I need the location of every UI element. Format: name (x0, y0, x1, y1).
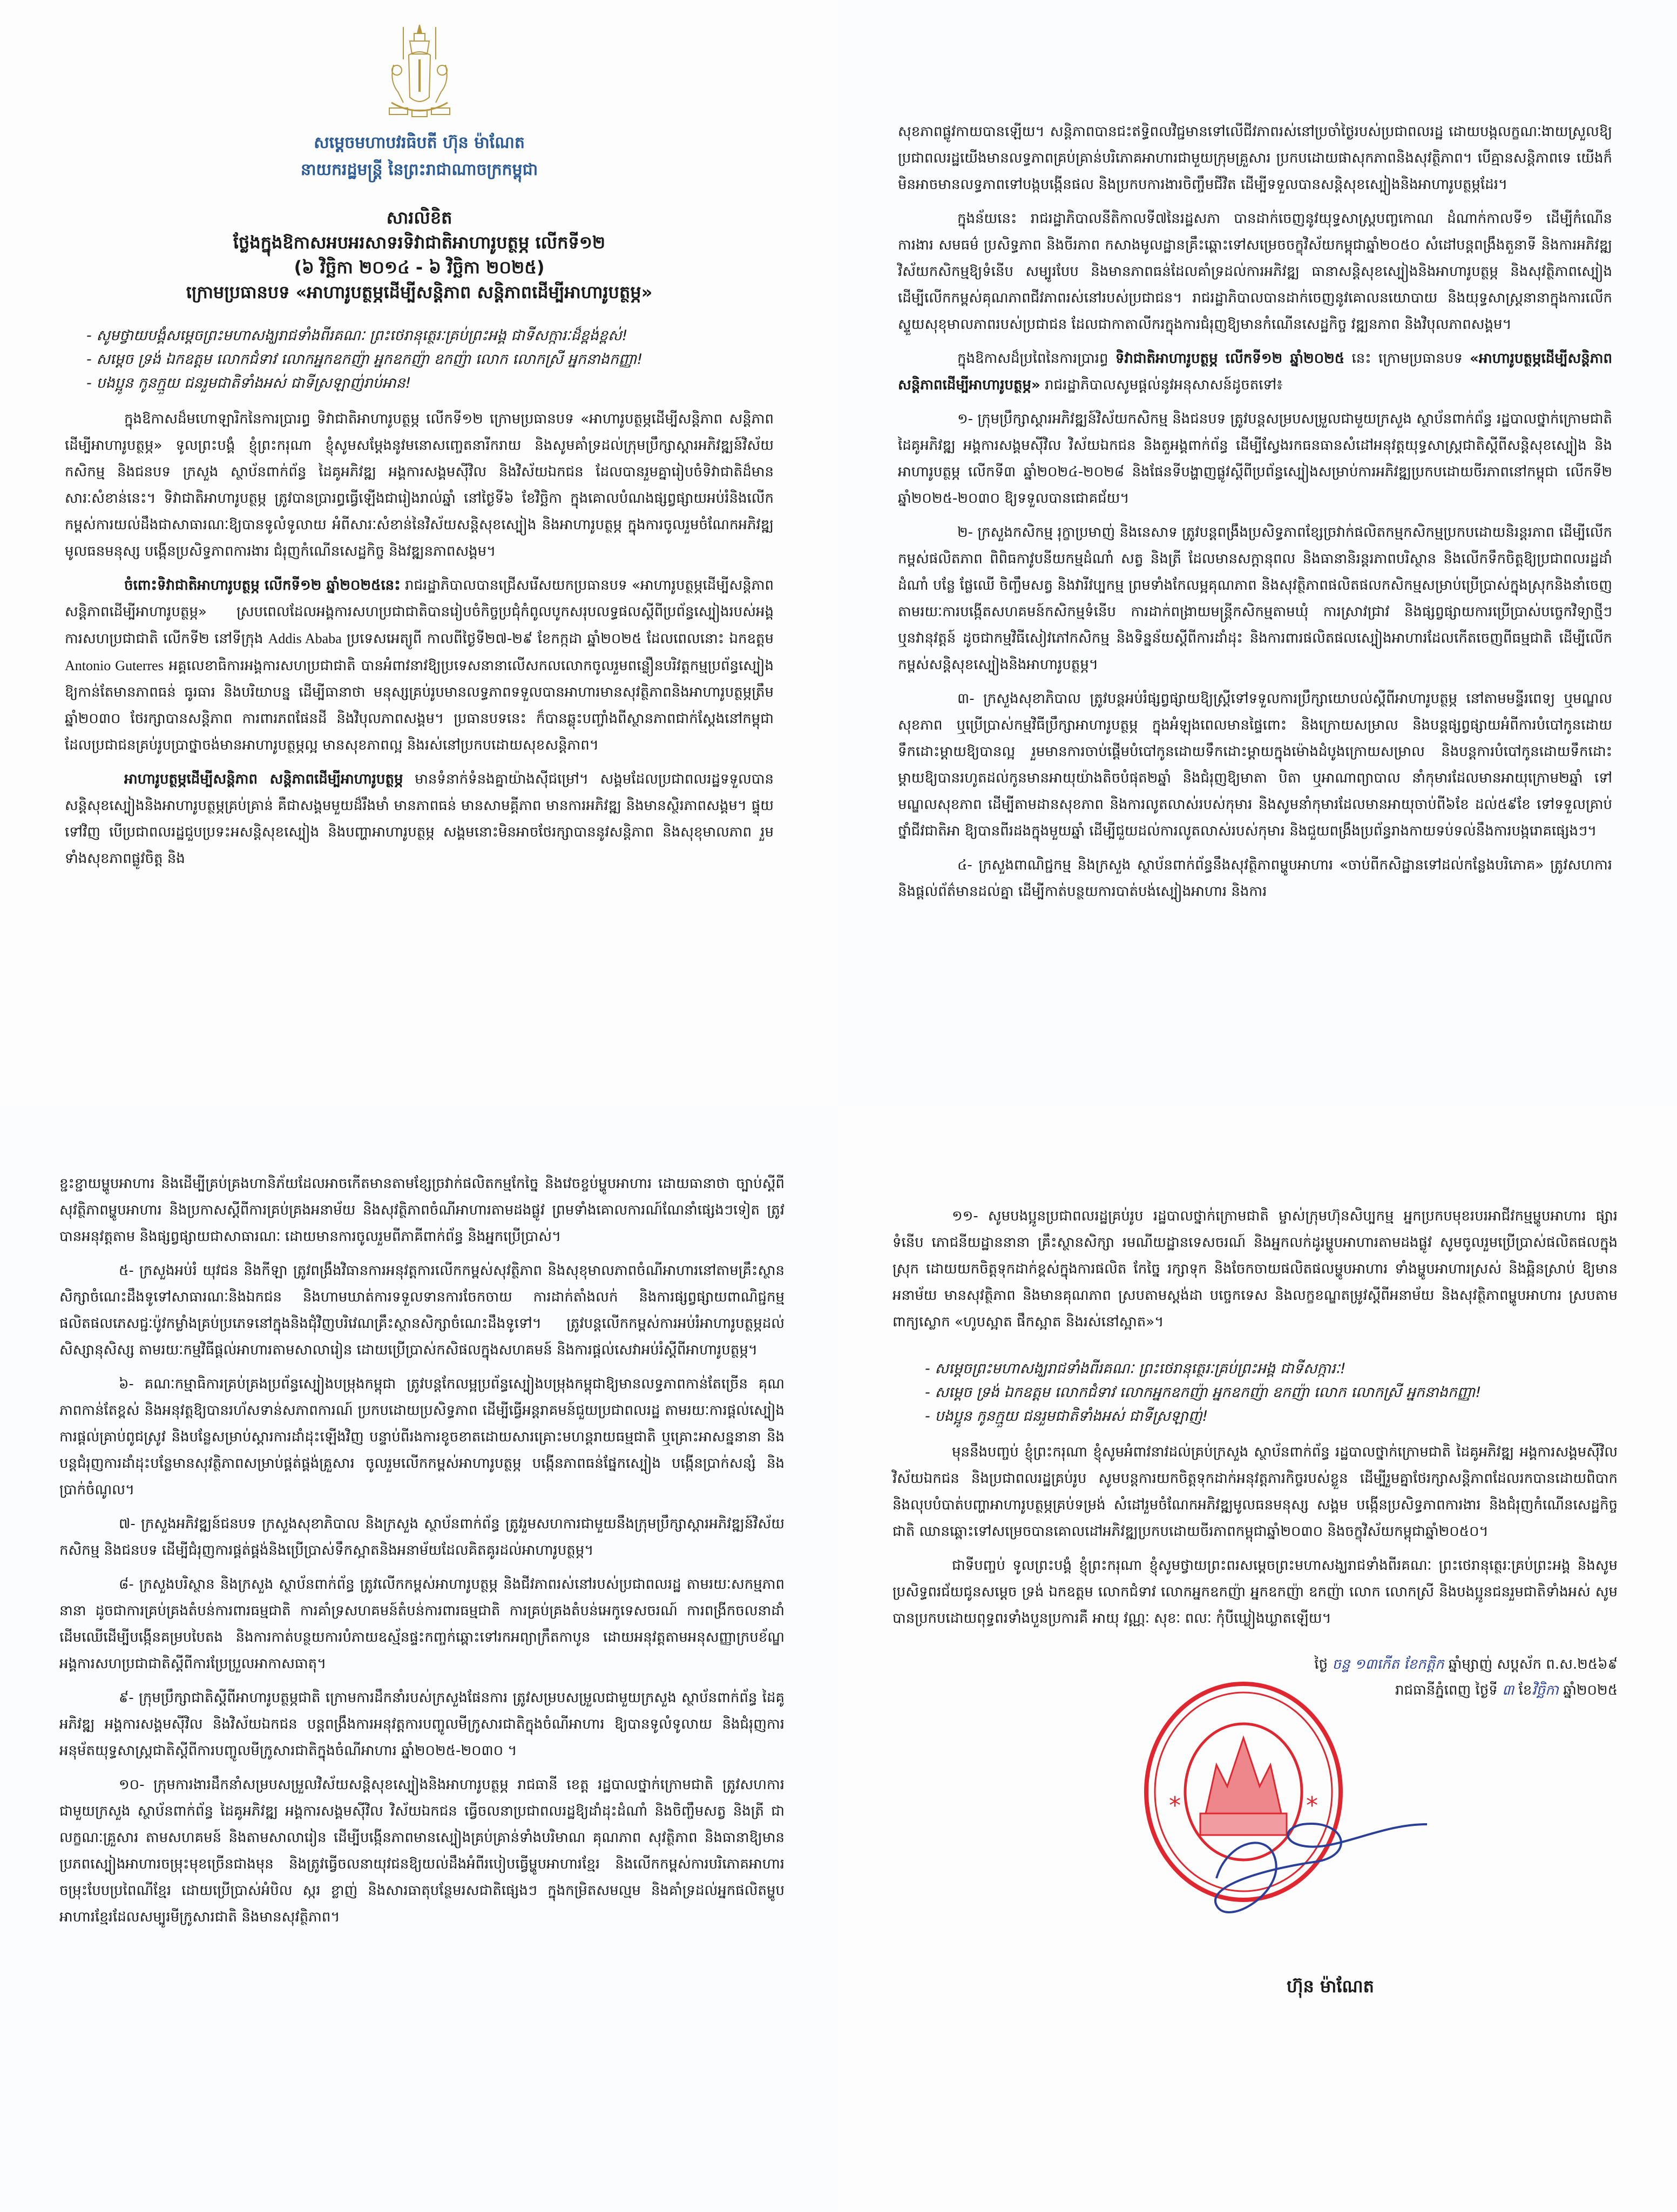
text-span: រាជរដ្ឋាភិបាលសូមផ្តល់នូវអនុសាសន៍ដូចតទៅ៖ (1040, 377, 1283, 393)
handwritten-day: ៣ (1502, 1682, 1514, 1698)
paragraph: មុននឹងបញ្ចប់ ខ្ញុំព្រះករុណា ខ្ញុំសូមអំពាវនាវដល់គ្រប់ក្រសួង ស្ថាប័នពាក់ព័ន្ធ រដ្ឋបាលថ្នាក់ក្រោមជាតិ ដៃគូអភិវឌ្ឍ អង្គការសង្គមស៊ីវិល វិស័យឯកជន និងប្រជាពលរដ្ឋគ្រប់រូប សូមបន្តការយកចិត្តទុកដាក់អនុវត្តភារកិច្ចរបស់ខ្លួន ដើម្បីរួមគ្នាថែរក្សាសន្តិភាពដែលរកបានដោយពិបាក និងលុបបំបាត់បញ្ហាអាហារូបត្ថម្ភគ្រប់ទម្រង់ សំដៅរួមចំណែកអភិវឌ្ឍមូលធនមនុស្ស សង្គម បង្កើនប្រសិទ្ធភាពការងារ និងជំរុញកំណើនសេដ្ឋកិច្ចជាតិ ឈានឆ្ពោះទៅសម្រេចបានគោលដៅអភិវឌ្ឍប្រកបដោយចីរភាពកម្ពុជាឆ្នាំ២០៣០ និងចក្ខុវិស័យកម្ពុជាឆ្នាំ២០៥០។ (892, 1444, 1618, 1540)
recommendation-8: ៨- ក្រសួងបរិស្ថាន និងក្រសួង ស្ថាប័នពាក់ព័ន្ធ ត្រូវលើកកម្ពស់អាហារូបត្ថម្ភ និងជីវភាពរស់នៅរបស់ប្រជាពលរដ្ឋ តាមរយៈសកម្មភាពនានា ដូចជាការគ្រប់គ្រងតំបន់ការពារធម្មជាតិ ការគាំទ្រសហគមន៍តំបន់ការពារធម្មជាតិ ការគ្រប់គ្រងតំបន់អេកូទេសចរណ៍ ការពង្រីកចលនាដាំដើមឈើដើម្បីបង្កើនគម្របបៃតង និងការកាត់បន្ថយការបំភាយឧស្ម័នផ្ទះកញ្ចក់ឆ្ពោះទៅរកអព្យាក្រឹតកាបូន ដោយអនុវត្តតាមអនុសញ្ញាក្របខ័ណ្ឌអង្គការសហប្រជាជាតិស្តីពីការប្រែប្រួលអាកាសធាតុ។ (59, 1576, 785, 1672)
person-name: Antonio Guterres (65, 658, 164, 673)
recommendation-10: ១០- ក្រុមការងារដឹកនាំសម្របសម្រួលវិស័យសន្តិសុខស្បៀងនិងអាហារូបត្ថម្ភ រាជធានី ខេត្ត រដ្ឋបាលថ្នាក់ក្រោមជាតិ ត្រូវសហការជាមួយក្រសួង ស្ថាប័នពាក់ព័ន្ធ ដៃគូអភិវឌ្ឍ អង្គការសង្គមស៊ីវិល វិស័យឯកជន ធ្វើចលនាប្រជាពលរដ្ឋឱ្យដាំដុះដំណាំ និងចិញ្ចឹមសត្វ និងត្រី ជាលក្ខណៈគ្រួសារ តាមសហគមន៍ និងតាមសាលារៀន ដើម្បីបង្កើនភាពមានស្បៀងគ្រប់គ្រាន់ទាំងបរិមាណ គុណភាព សុវត្ថិភាព និងធានាឱ្យមានប្រភពស្បៀងអាហារចម្រុះមុខច្រើនជាងមុន និងត្រូវធ្វើចលនាយុវជនឱ្យយល់ដឹងអំពីរបៀបធ្វើម្ហូបអាហារខ្មែរ និងលើកកម្ពស់ការបរិភោគអាហារចម្រុះបែបប្រពៃណីខ្មែរ ដោយប្រើប្រាស់អំបិល ស្ករ ខ្លាញ់ និងសារធាតុបន្ថែមរសជាតិផ្សេងៗ ក្នុងកម្រិតសមល្មម និងគាំទ្រដល់អ្នកផលិតម្ហូបអាហារខ្មែរដែលសម្បូរមីក្រូសារជាតិ និងមានសុវត្ថិភាព។ (59, 1777, 785, 1925)
paragraph: ក្នុងឱកាសដ៏មហោឡារិកនៃការប្រារព្ធ ទិវាជាតិអាហារូបត្ថម្ភ លើកទី១២ ក្រោមប្រធានបទ «អាហារូបត្ថម្ភដើម្បីសន្តិភាព សន្តិភាពដើម្បីអាហារូបត្ថម្ភ» ទូលព្រះបង្គំ ខ្ញុំព្រះករុណា ខ្ញុំសូមសម្តែងនូវមនោសញ្ចេតនារីករាយ និងសូមគាំទ្រដល់ក្រុមប្រឹក្សាស្តារអភិវឌ្ឍន៍វិស័យកសិកម្ម និងជនបទ ក្រសួង ស្ថាប័នពាក់ព័ន្ធ ដៃគូអភិវឌ្ឍ អង្គការសង្គមស៊ីវិល និងវិស័យឯកជន ដែលបានរួមគ្នារៀបចំទិវាជាតិដ៏មានសារៈសំខាន់នេះ។ ទិវាជាតិអាហារូបត្ថម្ភ ត្រូវបានប្រារព្ធធ្វើឡើងជារៀងរាល់ឆ្នាំ នៅថ្ងៃទី៦ ខែវិច្ឆិកា ក្នុងគោលបំណងផ្សព្វផ្សាយអប់រំនិងលើកកម្ពស់ការយល់ដឹងជាសាធារណៈឱ្យបានទូលំទូលាយ អំពីសារៈសំខាន់នៃវិស័យសន្តិសុខស្បៀង និងអាហារូបត្ថម្ភ ក្នុងការចូលរួមចំណែកអភិវឌ្ឍមូលធនមនុស្ស បង្កើនប្រសិទ្ធភាពការងារ ជំរុញកំណើនសេដ្ឋកិច្ច និងវឌ្ឍនភាពសង្គម។ (65, 411, 774, 559)
recommendation-9: ៩- ក្រុមប្រឹក្សាជាតិស្តីពីអាហារូបត្ថម្ភជាតិ ក្រោមការដឹកនាំរបស់ក្រសួងផែនការ ត្រូវសម្របសម្រួលជាមួយក្រសួង ស្ថាប័នពាក់ព័ន្ធ ដៃគូអភិវឌ្ឍ អង្គការសង្គមស៊ីវិល និងវិស័យឯកជន បន្តពង្រឹងការអនុវត្តការបញ្ចូលមីក្រូសារជាតិក្នុងចំណីអាហារ ឱ្យបានទូលំទូលាយ និងជំរុញការអនុម័តយុទ្ធសាស្ត្រជាតិស្តីពីការបញ្ចូលមីក្រូសារជាតិក្នុងចំណីអាហារ ឆ្នាំ២០២៥-២០៣០ ។ (59, 1690, 785, 1759)
recommendation-1: ១- ក្រុមប្រឹក្សាស្តារអភិវឌ្ឍន៍វិស័យកសិកម្ម និងជនបទ ត្រូវបន្តសម្របសម្រួលជាមួយក្រសួង ស្ថាប័នពាក់ព័ន្ធ រដ្ឋបាលថ្នាក់ក្រោមជាតិ ដៃគូអភិវឌ្ឍ អង្គការសង្គមស៊ីវិល វិស័យឯកជន និងតួអង្គពាក់ព័ន្ធ ដើម្បីស្វែងរកធនធានសំដៅអនុវត្តយុទ្ធសាស្ត្រជាតិស្តីពីសន្តិសុខស្បៀង និងអាហារូបត្ថម្ភ លើកទី៣ ឆ្នាំ២០២៤-២០២៨ និងផែនទីបង្ហាញផ្លូវស្តីពីប្រព័ន្ធស្បៀងសម្រាប់ការអភិវឌ្ឍប្រកបដោយចីរភាពនៅកម្ពុជា លើកទី២ ឆ្នាំ២០២៥-២០៣០ ឱ្យទទួលបានជោគជ័យ។ (898, 411, 1612, 507)
handwritten-month: ខែកត្តិក (1404, 1656, 1444, 1673)
recommendation-4-continued: ខ្ជះខ្ជាយម្ហូបអាហារ និងដើម្បីគ្រប់គ្រងហានិភ័យដែលអាចកើតមានតាមខ្សែច្រវាក់ផលិតកម្មកែច្នៃ និងវេចខ្ចប់ម្ហូបអាហារ ដោយធានាថា ច្បាប់ស្តីពីសុវត្ថិភាពម្ហូបអាហារ និងប្រកាសស្តីពីការគ្រប់គ្រងអនាម័យ និងសុវត្ថិភាពចំណីអាហារតាមដងផ្លូវ ព្រមទាំងគោលការណ៍ណែនាំផ្សេងៗទៀត ត្រូវបានអនុវត្តតាម និងផ្សព្វផ្សាយជាសាធារណៈ ដោយមានការចូលរួមពីភាគីពាក់ព័ន្ធ និងអ្នកប្រើប្រាស់។ (59, 1176, 785, 1245)
page-3 (0, 1106, 838, 2212)
issuer-name: សម្តេចមហាបវរធិបតី ហ៊ុន ម៉ាណែត (314, 133, 525, 152)
salutation: - បងប្អូន កូនក្មួយ ជនរួមជាតិទាំងអស់ ជាទីស្រឡាញ់រាប់អាន! (86, 375, 411, 392)
recommendation-6: ៦- គណៈកម្មាធិការគ្រប់គ្រងប្រព័ន្ធស្បៀងបម្រុងកម្ពុជា ត្រូវបន្តកែលម្អប្រព័ន្ធស្បៀងបម្រុងកម្ពុជាឱ្យមានលទ្ធភាពកាន់តែច្រើន គុណភាពកាន់តែខ្ពស់ និងអនុវត្តឱ្យបានរហ័សទាន់សភាពការណ៍ ប្រកបដោយប្រសិទ្ធភាព ដើម្បីធ្វើអន្តរាគមន៍ជួយប្រជាពលរដ្ឋ តាមរយៈការផ្តល់ស្បៀង ការផ្តល់គ្រាប់ពូជស្រូវ និងបន្លែសម្រាប់ស្តារការដាំដុះឡើងវិញ បន្ទាប់ពីរងការខូចខាតដោយសារគ្រោះមហន្តរាយធម្មជាតិ ឬគ្រោះអាសន្ននានា និងបន្តជំរុញការដាំដុះបន្លែមានសុវត្ថិភាពសម្រាប់ផ្គត់ផ្គង់គ្រួសារ ចូលរួមលើកកម្ពស់អាហារូបត្ថម្ភ បង្កើនភាពធន់ផ្នែកស្បៀង បង្កើនប្រាក់សន្សំ និងប្រាក់ចំណូល។ (59, 1376, 785, 1498)
salutation: - សម្តេច ទ្រង់ ឯកឧត្តម លោកជំទាវ លោកអ្នកឧកញ៉ា អ្នកឧកញ៉ា ឧកញ៉ា លោក លោកស្រី អ្នកនាងកញ្ញា! (86, 351, 643, 368)
text-span: ឆ្នាំម្សាញ់ សប្តស័ក ព.ស.២៥៦៩ (1448, 1656, 1618, 1673)
text-span: នេះ ក្រោមប្រធានបទ (1344, 350, 1470, 367)
page-2 (838, 0, 1677, 1106)
text-span: រាជរដ្ឋាភិបាលបានជ្រើសរើសយកប្រធានបទ «អាហារូបត្ថម្ភដើម្បីសន្តិភាព សន្តិភាពដើម្បីអាហារូបត្ថម្ភ» ស្របពេលដែលអង្គការសហប្រជាជាតិបានរៀបចំកិច្ចប្រជុំកំពូលបូកសរុបលទ្ធផលស្តីពីប្រព័ន្ធស្បៀងរបស់អង្គការសហប្រជាជាតិ លើកទី២ នៅទីក្រុង (65, 577, 774, 647)
text-span: ក្នុងឱកាសដ៏ប្រពៃនៃការប្រារព្ធ (957, 350, 1115, 367)
text-span: ខែ (1518, 1682, 1532, 1698)
title-dates: (៦ វិច្ឆិកា ២០១៤ - ៦ វិច្ឆិកា ២០២៥) (294, 257, 545, 278)
paragraph: ជាទីបញ្ចប់ ទូលព្រះបង្គំ ខ្ញុំព្រះករុណា ខ្ញុំសូមថ្វាយព្រះពរសម្តេចព្រះមហាសង្ឃរាជទាំងពីរគណៈ ព្រះថេរានុត្ថេរៈគ្រប់ព្រះអង្គ និងសូមប្រសិទ្ធពរជ័យជូនសម្តេច ទ្រង់ ឯកឧត្តម លោកជំទាវ លោកអ្នកឧកញ៉ា អ្នកឧកញ៉ា ឧកញ៉ា លោក លោកស្រី និងបងប្អូនជនរួមជាតិទាំងអស់ សូមបានប្រកបដោយពុទ្ធពរទាំងបួនប្រការគឺ អាយុ វណ្ណៈ សុខៈ ពលៈ កុំបីឃ្លៀងឃ្លាតឡើយ។ (892, 1557, 1618, 1627)
issuer-title: នាយករដ្ឋមន្ត្រី នៃព្រះរាជាណាចក្រកម្ពុជា (300, 160, 538, 179)
salutation: - បងប្អូន កូនក្មួយ ជនរួមជាតិទាំងអស់ ជាទីស្រឡាញ់! (925, 1408, 1208, 1425)
svg-text:*: * (1306, 1792, 1318, 1819)
bold-phrase: ចំពោះទិវាជាតិអាហារូបត្ថម្ភ លើកទី១២ ឆ្នាំ២០២៥នេះ (124, 577, 401, 594)
title-line: ថ្លែងក្នុងឱកាសអបអរសាទរទិវាជាតិអាហារូបត្ថម្ភ លើកទី១២ (233, 232, 606, 253)
paragraph: ក្នុងន័យនេះ រាជរដ្ឋាភិបាលនីតិកាលទី៧នៃរដ្ឋសភា បានដាក់ចេញនូវយុទ្ធសាស្ត្របញ្ចកោណ ដំណាក់កាលទី១ ដើម្បីកំណើន ការងារ សមធម៌ ប្រសិទ្ធភាព និងចីរភាព កសាងមូលដ្ឋានគ្រឹះឆ្ពោះទៅសម្រេចចក្ខុវិស័យកម្ពុជាឆ្នាំ២០៥០ សំដៅបន្តពង្រឹងតួនាទី និងការអភិវឌ្ឍវិស័យកសិកម្មឱ្យទំនើប សម្បូរបែប និងមានភាពធន់ដែលគាំទ្រដល់ការអភិវឌ្ឍ ធានាសន្តិសុខស្បៀងនិងអាហារូបត្ថម្ភ និងសុវត្ថិភាពស្បៀង ដើម្បីលើកកម្ពស់គុណភាពជីវភាពរស់នៅរបស់ប្រជាជន។ រាជរដ្ឋាភិបាលបានដាក់ចេញនូវគោលនយោបាយ និងយុទ្ធសាស្ត្រនានាក្នុងការលើកស្ទួយសុខុមាលភាពរបស់ប្រជាជន ដែលជាកាតាលីករក្នុងការជំរុញឱ្យមានកំណើនសេដ្ឋកិច្ច វឌ្ឍនភាព និងវិបុលភាពសង្គម។ (898, 211, 1612, 333)
paragraph (65, 572, 774, 759)
document-title (65, 205, 774, 305)
paragraph (65, 766, 774, 872)
bold-phrase: អាហារូបត្ថម្ភដើម្បីសន្តិភាព សន្តិភាពដើម្បីអាហារូបត្ថម្ភ (124, 771, 403, 787)
closing-salutations (925, 1357, 1618, 1428)
paragraph (898, 346, 1612, 399)
svg-text:*: * (1169, 1792, 1181, 1819)
text-span: មានទំនាក់ទំនងគ្នាយ៉ាងស៊ីជម្រៅ។ សង្គមដែលប្រជាពលរដ្ឋទទួលបានសន្តិសុខស្បៀងនិងអាហារូបត្ថម្ភគ្រប់គ្រាន់ គឺជាសង្គមមួយដ៏រឹងមាំ មានភាពធន់ មានសាមគ្គីភាព មានការអភិវឌ្ឍ និងមានស្ថិរភាពសង្គម។ ផ្ទុយទៅវិញ បើប្រជាពលរដ្ឋជួបប្រទះអសន្តិសុខស្បៀង និងបញ្ហាអាហារូបត្ថម្ភ សង្គមនោះមិនអាចថែរក្សាបាននូវសន្តិភាព និងសុខុមាលភាព រួមទាំងសុខភាពផ្លូវចិត្ត និង (65, 771, 774, 867)
city-name: Addis Ababa (268, 631, 342, 646)
recommendation-4: ៤- ក្រសួងពាណិជ្ជកម្ម និងក្រសួង ស្ថាប័នពាក់ព័ន្ធនឹងសុវត្ថិភាពម្ហូបអាហារ «ចាប់ពីកសិដ្ឋានទៅដល់កន្លែងបរិភោគ» ត្រូវសហការ និងផ្តល់ព័ត៌មានដល់គ្នា ដើម្បីកាត់បន្ថយការបាត់បង់ស្បៀងអាហារ និងការ (898, 857, 1612, 900)
title-theme: ក្រោមប្រធានបទ «អាហារូបត្ថម្ភដើម្បីសន្តិភាព សន្តិភាពដើម្បីអាហារូបត្ថម្ភ» (186, 282, 653, 302)
signature-icon (1195, 1786, 1432, 1948)
recommendation-2: ២- ក្រសួងកសិកម្ម រុក្ខាប្រមាញ់ និងនេសាទ ត្រូវបន្តពង្រឹងប្រសិទ្ធភាពខ្សែច្រវាក់ផលិតកម្មកសិកម្មប្រកបដោយនិរន្តរភាព ដើម្បីលើកកម្ពស់ផលិតភាព ពិពិធកាវូបនីយកម្មដំណាំ សត្វ និងត្រី ដែលមានសក្តានុពល និងធានានិរន្តរភាពបរិស្ថាន និងលើកទឹកចិត្តឱ្យប្រជាពលរដ្ឋដាំដំណាំ បន្លែ ផ្លែឈើ ចិញ្ចឹមសត្វ និងវារីវប្បកម្ម ព្រមទាំងកែលម្អគុណភាព និងសុវត្ថិភាពផលិតផលកសិកម្មសម្រាប់ប្រើប្រាស់ក្នុងស្រុកនិងនាំចេញ តាមរយៈការបង្កើតសហគមន៍កសិកម្មទំនើប ការដាក់ពង្រាយមន្ត្រីកសិកម្មតាមឃុំ ការស្រាវជ្រាវ និងផ្សព្វផ្សាយការប្រើប្រាស់បច្ចេកវិទ្យាថ្មីៗ ឬនវានុវត្តន៍ ដូចជាកម្មវិធីសៀវភៅកសិកម្ម និងទិន្នន័យស្តីពីការដាំដុះ និងការពារផលិតផលស្បៀងអាហារដែលកើតចេញពីធម្មជាតិ ដើម្បីលើកកម្ពស់សន្តិសុខស្បៀងនិងអាហារូបត្ថម្ភ។ (898, 524, 1612, 673)
paragraph: សុខភាពផ្លូវកាយបានឡើយ។ សន្តិភាពបានជះឥទ្ធិពលវិជ្ជមានទៅលើជីវភាពរស់នៅប្រចាំថ្ងៃរបស់ប្រជាពលរដ្ឋ ដោយបង្កលក្ខណៈងាយស្រួលឱ្យប្រជាពលរដ្ឋយើងមានលទ្ធភាពគ្រប់គ្រាន់បរិភោគអាហារជាមួយក្រុមគ្រួសារ ប្រកបដោយផាសុកភាពនិងសុវត្ថិភាព។ បើគ្មានសន្តិភាពទេ យើងក៏មិនអាចមានលទ្ធភាពទៅបង្កបង្កើនផល និងប្រកបការងារចិញ្ចឹមជីវិត ដើម្បីទទួលបានសន្តិសុខស្បៀងនិងអាហារូបត្ថម្ភដែរ។ (898, 124, 1612, 193)
text-span: អគ្គលេខាធិការអង្គការសហប្រជាជាតិ បានអំពាវនាវឱ្យប្រទេសនានាលើសកលលោកចូលរួមពន្លឿនបរិវត្តកម្មប្រព័ន្ធស្បៀង ឱ្យកាន់តែមានភាពធន់ ធូរធារ និងបរិយាបន្ន ដើម្បីធានាថា មនុស្សគ្រប់រូបមានលទ្ធភាពទទួលបានអាហារមានសុវត្ថិភាពនិងអាហារូបត្ថម្ភត្រឹមឆ្នាំ២០៣០ ថែរក្សាបានសន្តិភាព ការពារភពផែនដី និងវិបុលភាពសង្គម។ ប្រធានបទនេះ ក៏បានឆ្លុះបញ្ចាំងពីស្ថានភាពជាក់ស្តែងនៅកម្ពុជា ដែលប្រជាជនគ្រប់រូបប្រាថ្នាចង់មានអាហារូបត្ថម្ភល្អ មានសុខភាពល្អ និងរស់នៅប្រកបដោយសុខសន្តិភាព។ (65, 658, 774, 753)
salutation: - សម្តេច ទ្រង់ ឯកឧត្តម លោកជំទាវ លោកអ្នកឧកញ៉ា អ្នកឧកញ៉ា ឧកញ៉ា លោក លោកស្រី អ្នកនាងកញ្ញា! (925, 1384, 1482, 1401)
recommendation-3: ៣- ក្រសួងសុខាភិបាល ត្រូវបន្តអប់រំផ្សព្វផ្សាយឱ្យស្ត្រីទៅទទួលការប្រឹក្សាយោបល់ស្តីពីអាហារូបត្ថម្ភ នៅតាមមន្ទីរពេទ្យ ឬមណ្ឌលសុខភាព ឬប្រើប្រាស់កម្មវិធីប្រឹក្សាអាហារូបត្ថម្ភ ក្នុងអំឡុងពេលមានផ្ទៃពោះ និងក្រោយសម្រាល និងបន្តផ្សព្វផ្សាយអំពីការបំបៅកូនដោយទឹកដោះម្តាយឱ្យបានល្អ រួមមានការចាប់ផ្តើមបំបៅកូនដោយទឹកដោះម្តាយក្នុងម៉ោងដំបូងក្រោយសម្រាល និងបន្តការបំបៅកូនដោយទឹកដោះម្តាយឱ្យបានរហូតដល់កូនមានអាយុយ៉ាងតិចបំផុត២ឆ្នាំ និងជំរុញឱ្យមាតា បិតា ឬអាណាព្យាបាល នាំកុមារដែលមានអាយុក្រោម២ឆ្នាំ ទៅមណ្ឌលសុខភាព ដើម្បីតាមដានសុខភាព និងការលូតលាស់របស់កុមារ និងសូមនាំកុមារដែលមានអាយុចាប់ពី៦ខែ ដល់៥៩ខែ ទៅទទួលគ្រាប់ថ្នាំជីវជាតិអា ឱ្យបានពីរដងក្នុងមួយឆ្នាំ ដើម្បីជួយដល់ការលូតលាស់របស់កុមារ និងជួយពង្រឹងប្រព័ន្ធរាងកាយទប់ទល់នឹងការបង្ករោគផ្សេងៗ។ (898, 691, 1612, 839)
handwritten-day: ចន្ទ ១៣កើត (1332, 1656, 1399, 1673)
signer-name: ហ៊ុន ម៉ាណែត (1287, 1976, 1374, 1997)
salutation: - សម្តេចព្រះមហាសង្ឃរាជទាំងពីរគណៈ ព្រះថេរានុត្ថេរៈគ្រប់ព្រះអង្គ ជាទីសក្ការៈ! (925, 1360, 1346, 1377)
recommendation-5: ៥- ក្រសួងអប់រំ យុវជន និងកីឡា ត្រូវពង្រឹងវិធានការអនុវត្តការលើកកម្ពស់សុវត្ថិភាព និងសុខុមាលភាពចំណីអាហារនៅតាមគ្រឹះស្ថានសិក្សាចំណេះដឹងទូទៅសាធារណៈនិងឯកជន និងហាមឃាត់ការទទួលទានការចែកចាយ ការដាក់តាំងលក់ និងការផ្សព្វផ្សាយពាណិជ្ជកម្មផលិតផលភេសជ្ជៈប៉ូវកម្លាំងគ្រប់ប្រភេទនៅក្នុងនិងជុំវិញបរិវេណគ្រឹះស្ថានសិក្សាចំណេះដឹងទូទៅ។ ត្រូវបន្តលើកកម្ពស់ការអប់រំអាហារូបត្ថម្ភដល់សិស្សានុសិស្ស តាមរយៈកម្មវិធីផ្តល់អាហារតាមសាលារៀន ដោយប្រើប្រាស់កសិផលក្នុងសហគមន៍ និងការផ្តល់សេវាអប់រំស្តីពីអាហារូបត្ថម្ភ។ (59, 1263, 785, 1358)
handwritten-month: វិច្ឆិកា (1532, 1682, 1559, 1698)
date-solar (892, 1677, 1618, 1703)
bold-phrase: ទិវាជាតិអាហារូបត្ថម្ភ លើកទី១២ ឆ្នាំ២០២៥ (1115, 350, 1345, 367)
bold-phrase: «អាហារូបត្ថម្ភដើម្បីសន្តិភាព សន្តិភាពដើម្បីអាហារូបត្ថម្ភ» (898, 350, 1613, 393)
doc-type: សារលិខិត (386, 207, 452, 228)
text-span: ឆ្នាំ២០២៥ (1563, 1682, 1618, 1698)
royal-arms-emblem-icon (382, 22, 457, 124)
page-4 (838, 1106, 1677, 2212)
text-span: រាជធានីភ្នំពេញ ថ្ងៃទី (1395, 1682, 1498, 1698)
text-span: ថ្ងៃ (1314, 1656, 1328, 1673)
recommendation-7: ៧- ក្រសួងអភិវឌ្ឍន៍ជនបទ ក្រសួងសុខាភិបាល និងក្រសួង ស្ថាប័នពាក់ព័ន្ធ ត្រូវរួមសហការជាមួយនឹងក្រុមប្រឹក្សាស្តារអភិវឌ្ឍន៍វិស័យកសិកម្ម និងជនបទ ដើម្បីជំរុញការផ្គត់ផ្គង់និងប្រើប្រាស់ទឹកស្អាតនិងអនាម័យដែលគិតគូរដល់អាហារូបត្ថម្ភ។ (59, 1516, 785, 1559)
salutation: - សូមថ្វាយបង្គំសម្តេចព្រះមហាសង្ឃរាជទាំងពីរគណៈ ព្រះថេរានុត្ថេរៈគ្រប់ព្រះអង្គ ជាទីសក្ការៈដ៏ខ្ពង់ខ្ពស់! (86, 327, 628, 344)
opening-salutations (86, 324, 774, 395)
date-lunar (892, 1651, 1618, 1677)
page-1 (0, 0, 838, 1106)
recommendation-11: ១១- សូមបងប្អូនប្រជាពលរដ្ឋគ្រប់រូប រដ្ឋបាលថ្នាក់ក្រោមជាតិ ម្ចាស់ក្រុមហ៊ុនសិប្បកម្ម អ្នកប្រកបមុខរបរអាជីវកម្មម្ហូបអាហារ ផ្សារទំនើប ភោជនីយដ្ឋាននានា គ្រឹះស្ថានសិក្សា រមណីយដ្ឋានទេសចរណ៍ និងអ្នកលក់ដូរម្ហូបអាហារតាមដងផ្លូវ សូមចូលរួមប្រើប្រាស់ផលិតផលក្នុងស្រុក ដោយយកចិត្តទុកដាក់ខ្ពស់ក្នុងការផលិត កែច្នៃ រក្សាទុក និងចែកចាយផលិតផលម្ហូបអាហារ ទាំងម្ហូបអាហារស្រស់ និងឆ្អិនស្រាប់ ឱ្យមានអនាម័យ មានសុវត្ថិភាព និងមានគុណភាព ស្របតាមស្តង់ដា បច្ចេកទេស និងលក្ខខណ្ឌតម្រូវស្តីពីអនាម័យ និងសុវត្ថិភាពម្ហូបអាហារ ស្របតាមពាក្យស្លោក «ហូបស្អាត ផឹកស្អាត និងរស់នៅស្អាត»។ (892, 1208, 1618, 1330)
text-span: ប្រទេសអេត្យូពី កាលពីថ្ងៃទី២៧-២៩ ខែកក្កដា ឆ្នាំ២០២៥ ដែលពេលនោះ ឯកឧត្តម (341, 631, 774, 647)
